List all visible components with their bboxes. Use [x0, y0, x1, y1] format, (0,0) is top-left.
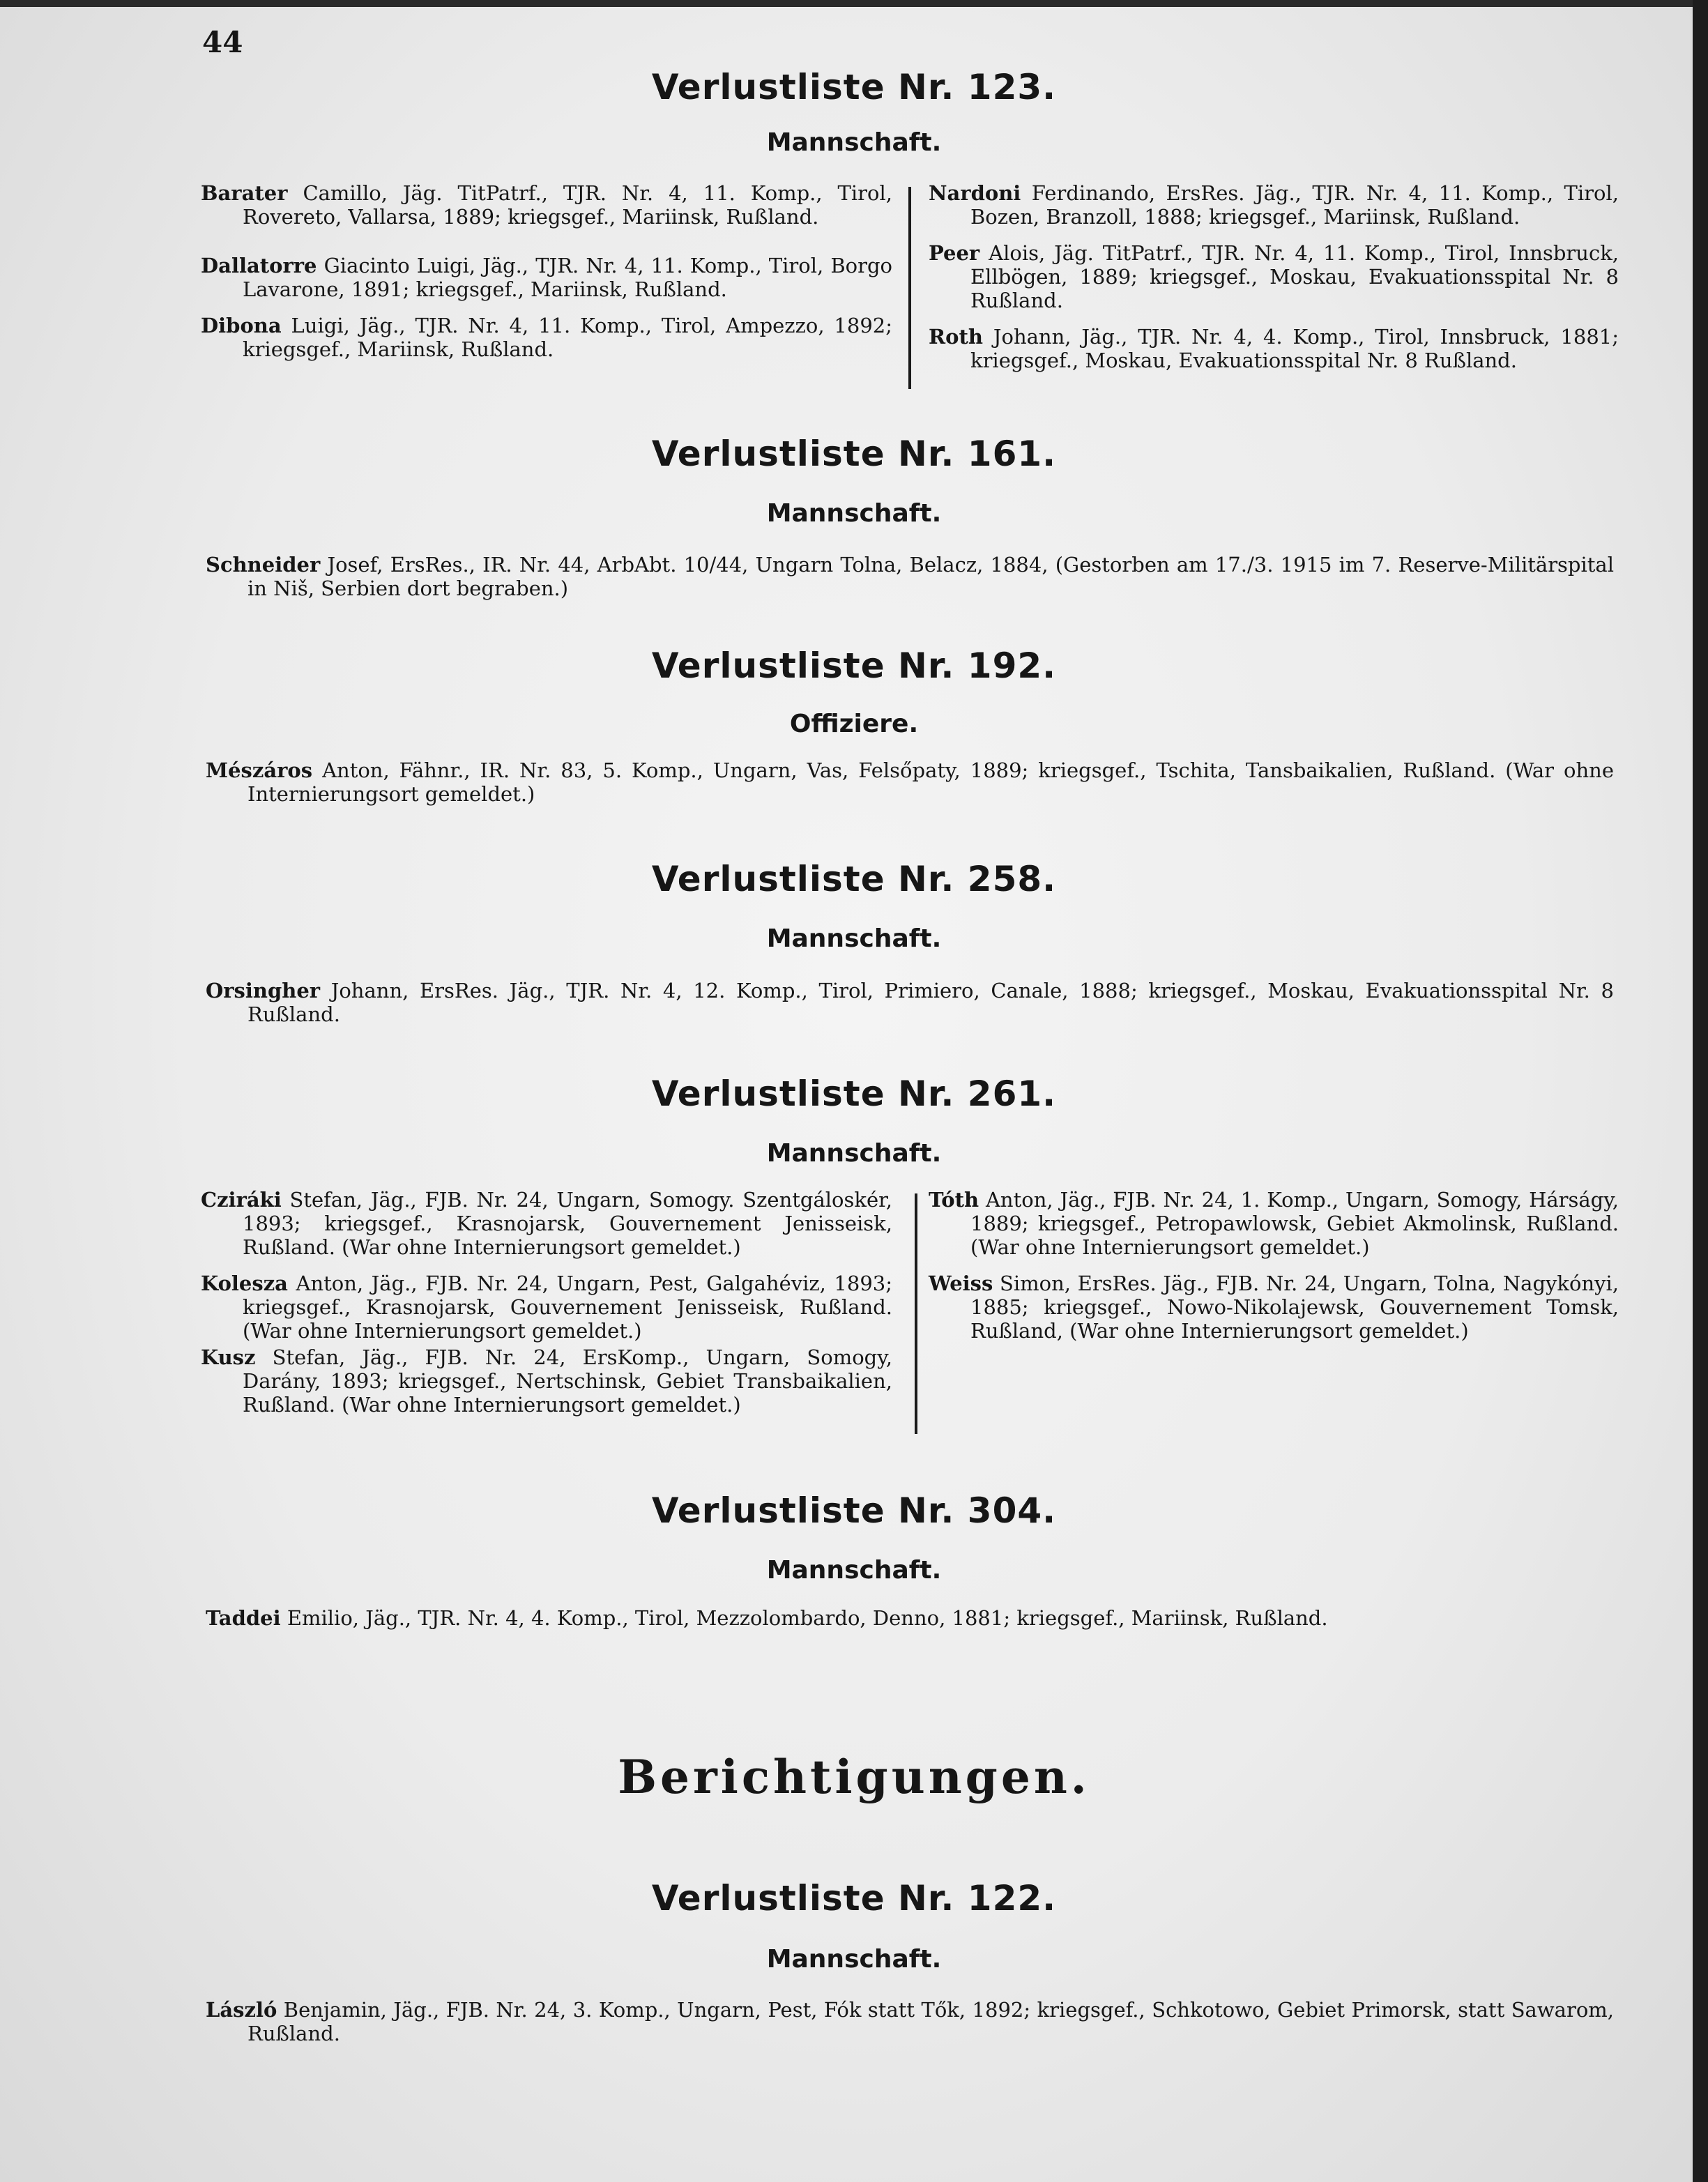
entry — [206, 1998, 1614, 2045]
section-261-right-column — [929, 1188, 1619, 1355]
entry-surname: Mészáros — [206, 758, 313, 782]
entry-surname: Nardoni — [929, 181, 1021, 205]
section-subtitle-123: Mannschaft. — [766, 128, 942, 157]
entry — [929, 325, 1619, 372]
entry-surname: Dibona — [201, 314, 282, 337]
section-304-entries — [206, 1606, 1614, 1642]
section-title-304: Verlustliste Nr. 304. — [651, 1490, 1057, 1531]
section-title-123: Verlustliste Nr. 123. — [651, 67, 1057, 107]
entry-surname: Schneider — [206, 553, 321, 577]
entry-surname: Kolesza — [201, 1272, 288, 1295]
section-title-261: Verlustliste Nr. 261. — [651, 1074, 1057, 1114]
section-title-161: Verlustliste Nr. 161. — [651, 434, 1057, 474]
column-divider — [915, 1193, 917, 1434]
section-subtitle-258: Mannschaft. — [766, 924, 942, 953]
entry-text: Ferdinando, ErsRes. Jäg., TJR. Nr. 4, 11. Komp., Tirol, Bozen, Branzoll, 1888; kriegsgef., Mariinsk, Rußland. — [970, 181, 1619, 229]
entry — [206, 1606, 1614, 1630]
section-title-192: Verlustliste Nr. 192. — [651, 646, 1057, 686]
section-subtitle-122: Mannschaft. — [766, 1945, 942, 1974]
section-subtitle-304: Mannschaft. — [766, 1556, 942, 1585]
entry-text: Josef, ErsRes., IR. Nr. 44, ArbAbt. 10/44, Ungarn Tolna, Belacz, 1884, (Gestorben am 17./3. 1915 im 7. Reserve-Militärspital in Niš, Serbien dort begraben.) — [247, 553, 1614, 600]
section-123-right-column — [929, 181, 1619, 385]
entry-text: Emilio, Jäg., TJR. Nr. 4, 4. Komp., Tirol, Mezzolombardo, Denno, 1881; kriegsgef., Mariinsk, Rußland. — [280, 1606, 1328, 1630]
section-258-entries — [206, 979, 1614, 1039]
entry-surname: Orsingher — [206, 979, 321, 1002]
entry — [201, 1272, 892, 1343]
entry — [206, 979, 1614, 1026]
section-title-258: Verlustliste Nr. 258. — [651, 859, 1057, 899]
entry-surname: Tóth — [929, 1188, 979, 1212]
entry — [206, 553, 1614, 600]
entry-text: Stefan, Jäg., FJB. Nr. 24, Ungarn, Somogy. Szentgáloskér, 1893; kriegsgef., Krasnojarsk, Gouvernement Jenisseisk, Rußland. (War ohne Internierungsort gemeldet.) — [243, 1188, 892, 1259]
entry — [206, 758, 1614, 806]
section-subtitle-161: Mannschaft. — [766, 499, 942, 528]
entry-text: Luigi, Jäg., TJR. Nr. 4, 11. Komp., Tirol, Ampezzo, 1892; kriegsgef., Mariinsk, Rußland. — [243, 314, 892, 361]
entry — [929, 1188, 1619, 1259]
entry-text: Benjamin, Jäg., FJB. Nr. 24, 3. Komp., Ungarn, Pest, Fók statt Tők, 1892; kriegsgef., Schkotowo, Gebiet Primorsk, statt Sawarom, Rußland. — [247, 1998, 1614, 2045]
entry-text: Camillo, Jäg. TitPatrf., TJR. Nr. 4, 11. Komp., Tirol, Rovereto, Vallarsa, 1889; kriegsgef., Mariinsk, Rußland. — [243, 181, 892, 229]
entry-text: Anton, Jäg., FJB. Nr. 24, 1. Komp., Ungarn, Somogy, Hárságy, 1889; kriegsgef., Petropawlowsk, Gebiet Akmolinsk, Rußland. (War ohne Internierungsort gemeldet.) — [970, 1188, 1619, 1259]
entry-surname: Roth — [929, 325, 983, 349]
entry-text: Giacinto Luigi, Jäg., TJR. Nr. 4, 11. Komp., Tirol, Borgo Lavarone, 1891; kriegsgef., Mariinsk, Rußland. — [243, 254, 892, 301]
page-number: 44 — [202, 25, 243, 59]
entry-surname: Dallatorre — [201, 254, 317, 277]
entry — [929, 1272, 1619, 1343]
entry-text: Alois, Jäg. TitPatrf., TJR. Nr. 4, 11. Komp., Tirol, Innsbruck, Ellbögen, 1889; kriegsgef., Moskau, Evakuationsspital Nr. 8 Rußland. — [970, 241, 1619, 312]
entry-text: Anton, Jäg., FJB. Nr. 24, Ungarn, Pest, Galgahéviz, 1893; kriegsgef., Krasnojarsk, Gouvernement Jenisseisk, Rußland. (War ohne Internierungsort gemeldet.) — [243, 1272, 892, 1343]
entry — [201, 314, 892, 361]
entry — [929, 241, 1619, 312]
section-title-122: Verlustliste Nr. 122. — [651, 1878, 1057, 1918]
entry-surname: Peer — [929, 241, 980, 265]
section-261-left-column — [201, 1188, 892, 1429]
entry-text: Stefan, Jäg., FJB. Nr. 24, ErsKomp., Ungarn, Somogy, Darány, 1893; kriegsgef., Nertschinsk, Gebiet Transbaikalien, Rußland. (War ohne Internierungsort gemeldet.) — [243, 1345, 892, 1417]
entry — [201, 254, 892, 301]
entry — [201, 1345, 892, 1417]
entry-surname: Kusz — [201, 1345, 256, 1369]
section-192-entries — [206, 758, 1614, 818]
entry-text: Johann, ErsRes. Jäg., TJR. Nr. 4, 12. Komp., Tirol, Primiero, Canale, 1888; kriegsgef., Moskau, Evakuationsspital Nr. 8 Rußland. — [247, 979, 1614, 1026]
entry-surname: Cziráki — [201, 1188, 282, 1212]
section-subtitle-192: Offiziere. — [789, 710, 919, 738]
entry — [929, 181, 1619, 229]
section-161-entries — [206, 553, 1614, 613]
berichtigungen-title: Berichtigungen. — [618, 1750, 1090, 1804]
scan-edge-top — [0, 0, 1708, 7]
column-divider — [908, 187, 911, 389]
entry-text: Simon, ErsRes. Jäg., FJB. Nr. 24, Ungarn, Tolna, Nagykónyi, 1885; kriegsgef., Nowo-Nikolajewsk, Gouvernement Tomsk, Rußland, (War ohne Internierungsort gemeldet.) — [970, 1272, 1619, 1343]
entry-text: Anton, Fähnr., IR. Nr. 83, 5. Komp., Ungarn, Vas, Felsőpaty, 1889; kriegsgef., Tschita, Tansbaikalien, Rußland. (War ohne Internierungsort gemeldet.) — [247, 758, 1614, 806]
entry-surname: Taddei — [206, 1606, 281, 1630]
entry-text: Johann, Jäg., TJR. Nr. 4, 4. Komp., Tirol, Innsbruck, 1881; kriegsgef., Moskau, Evakuationsspital Nr. 8 Rußland. — [970, 325, 1619, 372]
section-123-left-column — [201, 181, 892, 374]
entry — [201, 181, 892, 229]
entry-surname: László — [206, 1998, 277, 2022]
entry-surname: Weiss — [929, 1272, 993, 1295]
section-subtitle-261: Mannschaft. — [766, 1139, 942, 1168]
section-122-entries — [206, 1998, 1614, 2058]
entry — [201, 1188, 892, 1259]
entry-surname: Barater — [201, 181, 288, 205]
